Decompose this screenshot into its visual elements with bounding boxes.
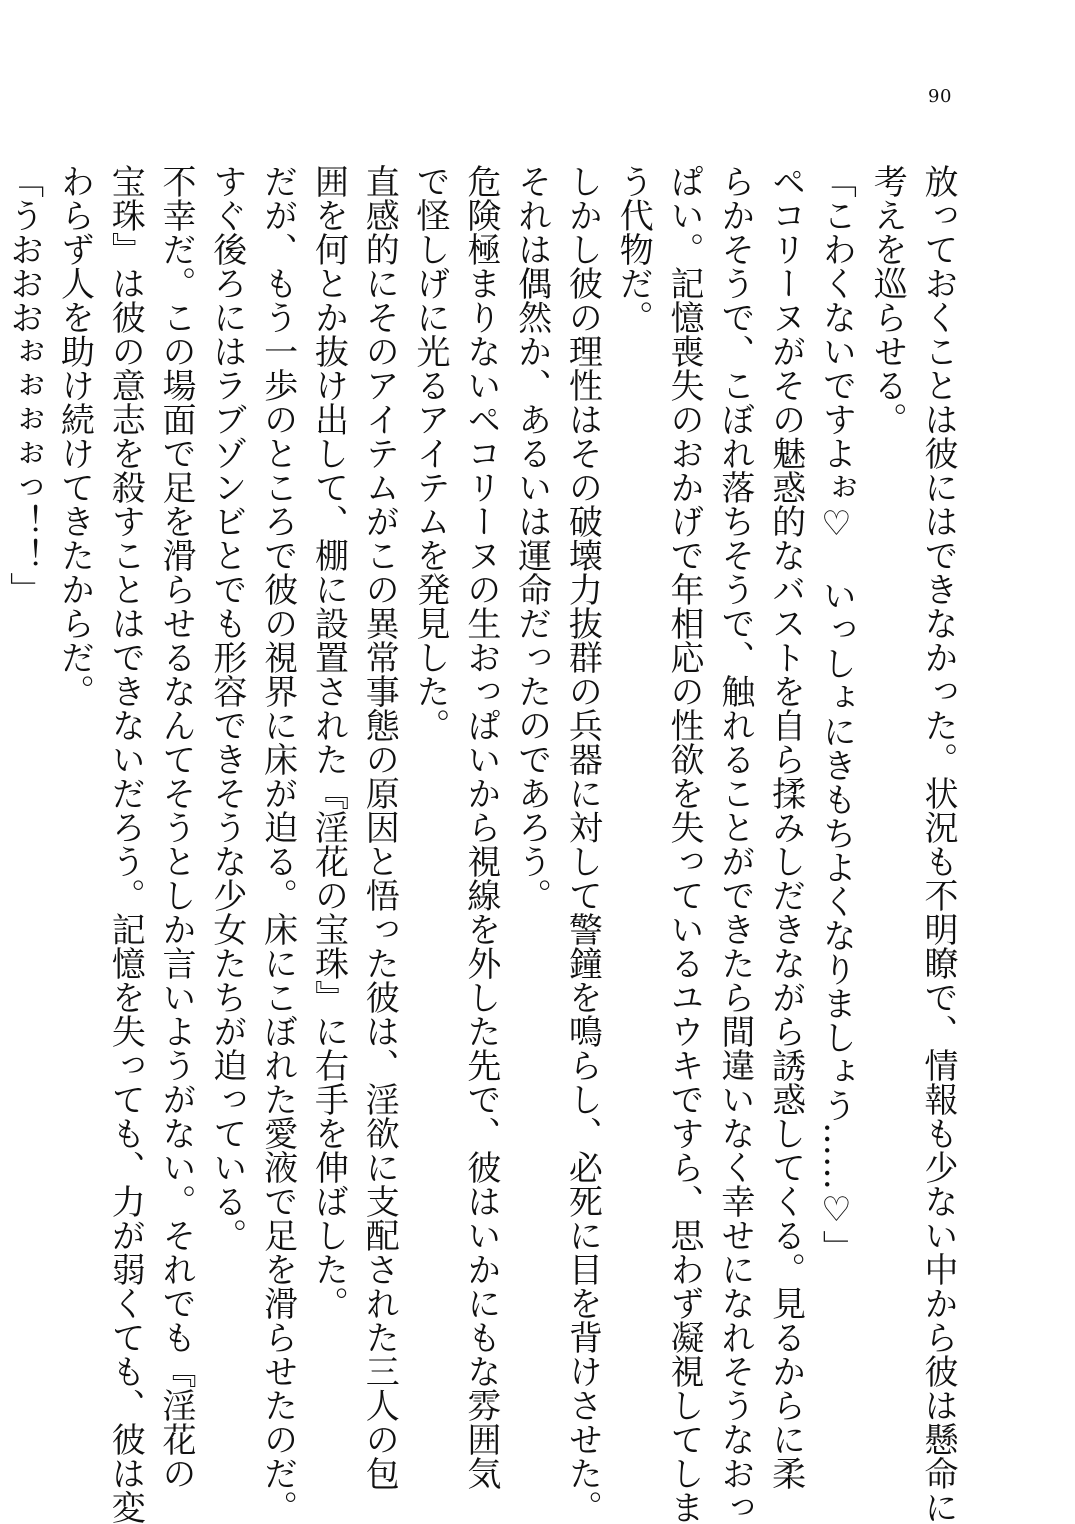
text-line: 不幸だ。この場面で足を滑らせるなんてそうとしか言いようがない。それでも『淫花の — [156, 164, 197, 1490]
text-line: 考えを巡らせる。 — [867, 164, 908, 436]
text-line: 囲を何とか抜け出して、棚に設置された『淫花の宝珠』に右手を伸ばした。 — [308, 164, 349, 1320]
dialogue-line: 「こわくないですよぉ♡ いっしょにきもちよくなりましょう……♡」 — [816, 164, 857, 1264]
text-line: らかそうで、こぼれ落ちそうで、触れることができたら間違いなく幸せになれそうなおっ — [714, 164, 755, 1524]
text-line: それは偶然か、あるいは運命だったのであろう。 — [511, 164, 552, 912]
body-text — [0, 164, 963, 1524]
text-line: で怪しげに光るアイテムを発見した。 — [410, 164, 451, 742]
text-line: ぱい。記憶喪失のおかげで年相応の性欲を失っているユウキですら、思わず凝視してしま — [664, 164, 705, 1524]
dialogue-line: 「うおおおぉぉぉぉっ！！」 — [3, 164, 44, 606]
text-line: しかし彼の理性はその破壊力抜群の兵器に対して警鐘を鳴らし、必死に目を背けさせた。 — [562, 164, 603, 1524]
text-line: すぐ後ろにはラブゾンビとでも形容できそうな少女たちが迫っている。 — [206, 164, 247, 1252]
text-line: 直感的にそのアイテムがこの異常事態の原因と悟った彼は、淫欲に支配された三人の包 — [359, 164, 400, 1490]
text-line: 危険極まりないペコリーヌの生おっぱいから視線を外した先で、彼はいかにもな雰囲気 — [460, 164, 501, 1490]
text-line: 放っておくことは彼にはできなかった。状況も不明瞭で、情報も少ない中から彼は懸命に — [918, 164, 958, 1524]
text-line: だが、もう一歩のところで彼の視界に床が迫る。床にこぼれた愛液で足を滑らせたのだ。 — [257, 164, 298, 1524]
text-line: 宝珠』は彼の意志を殺すことはできないだろう。記憶を失っても、力が弱くても、彼は変 — [105, 164, 146, 1524]
page-number: 90 — [928, 86, 952, 107]
text-line: う代物だ。 — [613, 164, 654, 334]
text-line: わらず人を助け続けてきたからだ。 — [54, 164, 95, 708]
text-line: ペコリーヌがその魅惑的なバストを自ら揉みしだきながら誘惑してくる。見るからに柔 — [765, 164, 806, 1490]
